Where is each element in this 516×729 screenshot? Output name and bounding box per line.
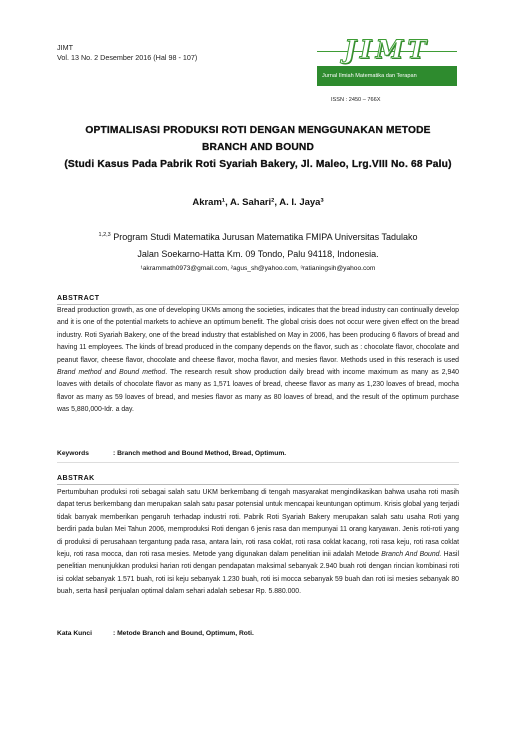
affiliation-line-2: Jalan Soekarno-Hatta Km. 09 Tondo, Palu 94118, Indonesia.: [137, 249, 379, 259]
kata-kunci-label: Kata Kunci: [57, 630, 92, 637]
paper-title-line-2: BRANCH AND BOUND: [201, 142, 315, 153]
affiliation-line-1: [40, 232, 476, 242]
abstrak-body: [57, 487, 459, 599]
author-emails: ¹akrammath0973@gmail.com, ²agus_sh@yahoo.com, ³ratianingsih@yahoo.com: [140, 265, 376, 272]
affiliation-marks: 1,2,3: [98, 232, 111, 238]
abstrak-text-2: Hasil penelitian menunjukkan produksi harian roti dengan pendapatan maksimal sebanyak 2.940 buah roti dengan rincian kombinasi roti isi coklat sebanyak 1.571 buah, roti isi keju sebanyak 1.230 buah, roti isi mocca sebanyak 59 buah dan roti isi mesies sebanyak 80 buah, serta hasil penjualan optimal dalam sehari adalah sebesar Rp. 5.880.000.: [57, 551, 459, 596]
abstrak-method: Branch And Bound.: [381, 551, 442, 559]
abstract-method: Brand method and Bound method: [57, 369, 166, 377]
abstrak-text-1: Pertumbuhan produksi roti sebagai salah satu UKM berkembang di tengah masyarakat mengindikasikan bahwa usaha roti masih dapat terus berkembang dan merupakan salah satu pasar potensial untuk mencapai keuntungan optimum. Krisis global yang terjadi tidak banyak memberikan pengaruh terhadap industri roti. Pabrik Roti Syariah Bakery merupakan salah satu usaha Roti yang berdiri pada bulan Mei Tahun 2006, memproduksi Roti dengan 6 jenis rasa dan mempunyai 11 orang karyawan. Jenis roti-roti yang di produksi di perusahaan tergantung pada rasa, antara lain, roti rasa coklat, roti rasa coklat kacang, roti rasa keju, roti rasa coklat keju, roti rasa mocca, dan roti rasa mesies. Metode yang digunakan dalam penelitian inii adalah Metode: [57, 489, 459, 559]
abstract-heading: ABSTRACT: [57, 295, 100, 302]
logo-text: JIMT: [344, 34, 430, 64]
journal-name: JIMT: [57, 43, 73, 52]
abstrak-heading: ABSTRAK: [57, 475, 95, 482]
keywords-value: : Branch method and Bound Method, Bread, Optimum.: [113, 450, 287, 457]
keywords-rule: [57, 462, 459, 463]
kata-kunci-value: : Metode Branch and Bound, Optimum, Roti.: [113, 630, 254, 637]
paper-subtitle: (Studi Kasus Pada Pabrik Roti Syariah Bakery, Jl. Maleo, Lrg.VIII No. 68 Palu): [64, 159, 452, 170]
abstrak-rule: [57, 484, 459, 485]
issn: ISSN : 2450 – 766X: [331, 97, 381, 103]
keywords-label: Keywords: [57, 450, 89, 457]
abstract-text-1: Bread production growth, as one of developing UKMs among the societies, indicates that the bread industry can continually develop and it is one of the potential markets to achieve an optimum benefit. The global crisis does not occur were given effect on the bread industry. Roti Syariah Bakery, one of the bread industry that established on May in 2006, has been producing 6 flavors of bread and having 11 employees. The kinds of bread produced in the company depends on the flavor, such as : chocolate flavor, chocolate and peanut flavor, cheese flavor, chocolate and cheese flavor, mocha flavor, and mesies flavor. Methods used in this reserach is used: [57, 307, 459, 364]
affiliation-text: Program Studi Matematika Jurusan Matematika FMIPA Universitas Tadulako: [110, 232, 418, 242]
abstract-text-2: . The research result show production daily bread with income maximum as many as 2,940 loaves with details of chocolate flavor as many as 1,571 loaves of bread, cheese flavor as many as 1,230 loaves of bread, mocha flavor as many as 59 loaves of bread, and mesies flavor as many as 80 loaves of bread, and the result of the optimum purchase was 5,880,000-Idr. a day.: [57, 369, 459, 414]
journal-logo: [317, 33, 457, 86]
volume-info: Vol. 13 No. 2 Desember 2016 (Hal 98 - 107): [57, 53, 198, 62]
abstrak-keywords: [57, 630, 254, 637]
authors: Akram¹, A. Sahari², A. I. Jaya³: [192, 197, 324, 208]
logo-subtitle: Jurnal Ilmiah Matematika dan Terapan: [317, 66, 457, 86]
abstract-keywords: [57, 450, 286, 457]
abstract-body: [57, 305, 459, 417]
paper-title-line-1: OPTIMALISASI PRODUKSI ROTI DENGAN MENGGUNAKAN METODE: [85, 125, 431, 136]
